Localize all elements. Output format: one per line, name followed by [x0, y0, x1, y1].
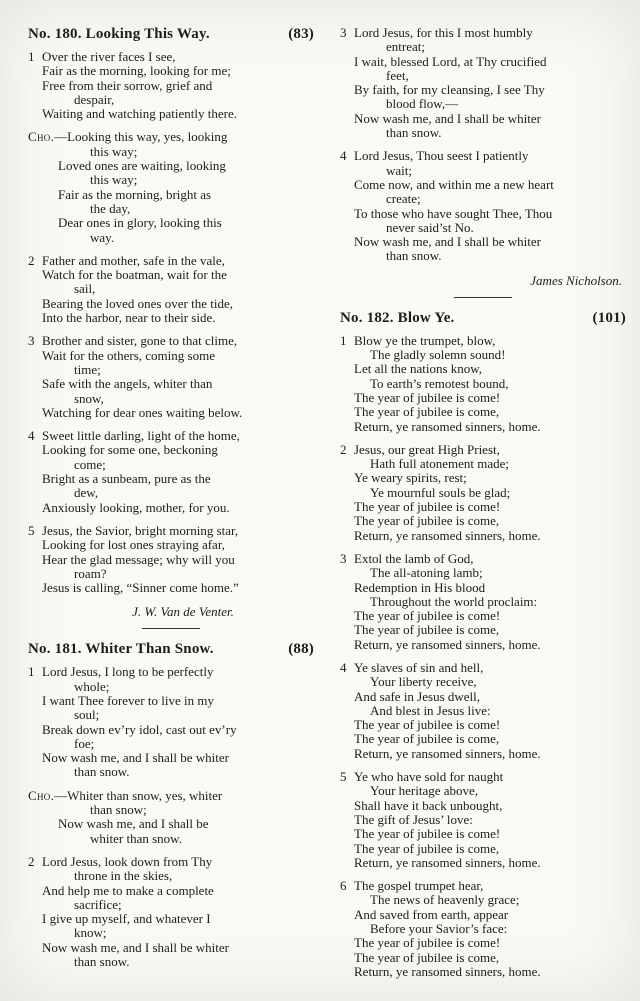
- verse-line: than snow.: [386, 248, 442, 264]
- verse-line: Return, ye ransomed sinners, home.: [354, 745, 541, 761]
- verse-line: 3 Brother and sister, gone to that clime,: [28, 333, 238, 349]
- verse-line: than snow;: [90, 802, 147, 818]
- stanza-number: 1: [28, 49, 35, 64]
- verse-line: Break down ev’ry idol, cast out ev’ry: [42, 721, 237, 737]
- hymn-heading: [28, 641, 314, 658]
- verse-line: 4 Sweet little darling, light of the home,: [28, 428, 240, 444]
- hymn-ref: (83): [288, 26, 314, 42]
- verse-line: 3 Lord Jesus, for this I most humbly: [340, 25, 533, 40]
- verse-line: Anxiously looking, mother, for you.: [42, 499, 230, 515]
- chorus-label: Cho.: [28, 787, 55, 803]
- verse-line: snow,: [74, 390, 104, 406]
- verse-line: Looking for lost ones straying afar,: [42, 537, 225, 553]
- verse-line: 5 Ye who have sold for naught: [340, 769, 504, 785]
- verse-line: 4 Lord Jesus, Thou seest I patiently: [340, 148, 529, 164]
- verse-line: create;: [386, 191, 421, 207]
- verse-line: 2 Lord Jesus, look down from Thy: [28, 853, 213, 869]
- verse-line: roam?: [74, 565, 107, 581]
- verse-line: feet,: [386, 67, 409, 83]
- stanza-number: 3: [340, 550, 347, 566]
- verse-line: wait;: [386, 162, 412, 178]
- verse-line: Return, ye ransomed sinners, home.: [354, 963, 541, 979]
- stanza: [340, 661, 626, 761]
- verse-line: Come now, and within me a new heart: [354, 176, 554, 192]
- verse-line: 1 Lord Jesus, I long to be perfectly: [28, 664, 214, 680]
- verse-line: Throughout the world proclaim:: [370, 593, 538, 609]
- hymn-number-title: No. 181. Whiter Than Snow.: [28, 641, 214, 658]
- verse-line: Fair as the morning, bright as: [58, 186, 212, 202]
- stanza: [340, 26, 626, 140]
- stanza: [340, 770, 626, 870]
- verse-line: I wait, blessed Lord, at Thy crucified: [354, 53, 547, 69]
- verse-line: To earth’s remotest bound,: [370, 375, 509, 391]
- verse-line: Hear the glad message; why will you: [42, 551, 235, 567]
- verse-line: Watch for the boatman, wait for the: [42, 267, 227, 283]
- verse-line: Now wash me, and I shall be: [58, 816, 209, 832]
- verse-line: The year of jubilee is come!: [354, 826, 501, 842]
- verse-line: 2 Jesus, our great High Priest,: [340, 441, 500, 457]
- verse-line: whiter than snow.: [90, 830, 182, 846]
- verse-line: Redemption in His blood: [354, 579, 486, 595]
- stanza-number: 3: [28, 333, 35, 349]
- verse-line: Let all the nations know,: [354, 361, 483, 377]
- page-column: [340, 26, 626, 993]
- verse-line: Loved ones are waiting, looking: [58, 158, 226, 174]
- stanza-number: 3: [340, 25, 347, 40]
- verse-line: The year of jubilee is come!: [354, 717, 501, 733]
- verse-line: Watching for dear ones waiting below.: [42, 404, 243, 420]
- verse-line: 3 Extol the lamb of God,: [340, 550, 474, 566]
- verse-line: come;: [74, 456, 106, 472]
- verse-line: By faith, for my cleansing, I see Thy: [354, 82, 545, 98]
- verse-line: than snow.: [74, 954, 130, 970]
- verse-line: sail,: [74, 281, 96, 297]
- verse-line: Return, ye ransomed sinners, home.: [354, 527, 541, 543]
- verse-line: never said’st No.: [386, 219, 474, 235]
- verse-line: foe;: [74, 735, 95, 751]
- verse-line: Ye weary spirits, rest;: [354, 470, 467, 486]
- section-divider: [454, 297, 512, 298]
- verse-line: Before your Savior’s face:: [370, 921, 508, 937]
- stanza: [28, 130, 314, 244]
- verse-line: Dear ones in glory, looking this: [58, 215, 222, 231]
- verse-line: Return, ye ransomed sinners, home.: [354, 854, 541, 870]
- verse-line: Now wash me, and I shall be whiter: [42, 939, 230, 955]
- verse-line: Bright as a sunbeam, pure as the: [42, 471, 211, 487]
- stanza: [340, 149, 626, 263]
- verse-line: I want Thee forever to live in my: [42, 692, 214, 708]
- verse-line: And saved from earth, appear: [354, 906, 509, 922]
- verse-line: throne in the skies,: [74, 868, 173, 884]
- verse-line: this way;: [90, 172, 138, 188]
- verse-line: And help me to make a complete: [42, 882, 214, 898]
- verse-line: The year of jubilee is come!: [354, 499, 501, 515]
- stanza-number: 4: [28, 428, 35, 444]
- verse-line: Your heritage above,: [370, 783, 479, 799]
- page-column: [28, 26, 314, 993]
- verse-line: 1 Blow ye the trumpet, blow,: [340, 332, 496, 348]
- chorus-label: Cho.: [28, 129, 55, 145]
- hymn-number-title: No. 180. Looking This Way.: [28, 26, 210, 42]
- verse-line: The year of jubilee is come,: [354, 949, 500, 965]
- verse-line: The year of jubilee is come!: [354, 389, 501, 405]
- verse-line: The year of jubilee is come,: [354, 731, 500, 747]
- verse-line: The year of jubilee is come,: [354, 404, 500, 420]
- stanza: [28, 50, 314, 121]
- verse-line: I give up myself, and whatever I: [42, 911, 211, 927]
- hymn-number-title: No. 182. Blow Ye.: [340, 309, 455, 326]
- stanza: [28, 254, 314, 325]
- stanza-number: 1: [28, 664, 35, 680]
- verse-line: 4 Ye slaves of sin and hell,: [340, 659, 484, 675]
- verse-line: The news of heavenly grace;: [370, 892, 520, 908]
- stanza-number: 2: [340, 441, 347, 457]
- verse-line: Fair as the morning, looking for me;: [42, 63, 231, 79]
- verse-line: And safe in Jesus dwell,: [354, 688, 481, 704]
- stanza-number: 6: [340, 878, 347, 894]
- verse-line: Cho.—Looking this way, yes, looking: [28, 129, 228, 145]
- verse-line: The year of jubilee is come,: [354, 840, 500, 856]
- stanza: [28, 665, 314, 779]
- verse-line: Shall have it back unbought,: [354, 797, 503, 813]
- stanza: [28, 855, 314, 969]
- hymn-ref: (88): [288, 641, 314, 658]
- verse-line: Now wash me, and I shall be whiter: [354, 234, 542, 250]
- verse-line: The all-atoning lamb;: [370, 565, 483, 581]
- verse-line: Cho.—Whiter than snow, yes, whiter: [28, 787, 223, 803]
- stanza: [340, 443, 626, 543]
- stanza-number: 2: [28, 252, 35, 268]
- verse-line: than snow.: [74, 764, 130, 780]
- stanza-number: 4: [340, 659, 347, 675]
- verse-line: The year of jubilee is come,: [354, 513, 500, 529]
- verse-line: soul;: [74, 707, 100, 723]
- verse-line: 5 Jesus, the Savior, bright morning star,: [28, 522, 239, 538]
- verse-line: Jesus is calling, “Sinner come home.”: [42, 580, 239, 596]
- verse-line: Into the harbor, near to their side.: [42, 310, 216, 326]
- verse-line: To those who have sought Thee, Thou: [354, 205, 553, 221]
- stanza-number: 5: [340, 769, 347, 785]
- verse-line: know;: [74, 925, 107, 941]
- section-divider: [142, 628, 200, 629]
- stanza: [340, 334, 626, 434]
- verse-line: entreat;: [386, 39, 425, 55]
- verse-line: way.: [90, 229, 115, 245]
- stanza: [28, 429, 314, 515]
- verse-line: The year of jubilee is come,: [354, 622, 500, 638]
- verse-line: Hath full atonement made;: [370, 456, 509, 472]
- verse-line: time;: [74, 361, 101, 377]
- verse-line: than snow.: [386, 125, 442, 141]
- verse-line: Free from their sorrow, grief and: [42, 77, 213, 93]
- verse-line: Your liberty receive,: [370, 674, 477, 690]
- verse-line: 1 Over the river faces I see,: [28, 49, 176, 64]
- verse-line: Ye mournful souls be glad;: [370, 484, 511, 500]
- verse-line: sacrifice;: [74, 896, 122, 912]
- stanza: [340, 552, 626, 652]
- verse-line: And blest in Jesus live:: [370, 702, 491, 718]
- verse-line: 2 Father and mother, safe in the vale,: [28, 252, 225, 268]
- stanza: [340, 879, 626, 979]
- verse-line: The year of jubilee is come!: [354, 935, 501, 951]
- verse-line: Looking for some one, beckoning: [42, 442, 218, 458]
- stanza-number: 4: [340, 148, 347, 164]
- verse-line: the day,: [90, 200, 131, 216]
- verse-line: Safe with the angels, whiter than: [42, 376, 213, 392]
- stanza-number: 5: [28, 522, 35, 538]
- attribution: J. W. Van de Venter.: [132, 604, 234, 620]
- verse-line: Now wash me, and I shall be whiter: [42, 750, 230, 766]
- verse-line: The year of jubilee is come!: [354, 608, 501, 624]
- verse-line: this way;: [90, 143, 138, 159]
- attribution: James Nicholson.: [530, 272, 622, 288]
- hymn-ref: (101): [592, 309, 626, 326]
- stanza-number: 2: [28, 853, 35, 869]
- verse-line: whole;: [74, 678, 110, 694]
- stanza: [28, 334, 314, 420]
- verse-line: Waiting and watching patiently there.: [42, 106, 237, 122]
- stanza-number: 1: [340, 332, 347, 348]
- verse-line: Return, ye ransomed sinners, home.: [354, 636, 541, 652]
- verse-line: 6 The gospel trumpet hear,: [340, 878, 484, 894]
- verse-line: The gift of Jesus’ love:: [354, 811, 473, 827]
- hymn-heading: [340, 310, 626, 327]
- verse-line: blood flow,—: [386, 96, 459, 112]
- verse-line: dew,: [74, 485, 99, 501]
- stanza: [28, 789, 314, 846]
- verse-line: The gladly solemn sound!: [370, 347, 506, 363]
- verse-line: Now wash me, and I shall be whiter: [354, 110, 542, 126]
- verse-line: despair,: [74, 91, 115, 107]
- verse-line: Return, ye ransomed sinners, home.: [354, 418, 541, 434]
- verse-line: Wait for the others, coming some: [42, 347, 215, 363]
- hymn-heading: [28, 26, 314, 43]
- stanza: [28, 524, 314, 595]
- verse-line: Bearing the loved ones over the tide,: [42, 295, 233, 311]
